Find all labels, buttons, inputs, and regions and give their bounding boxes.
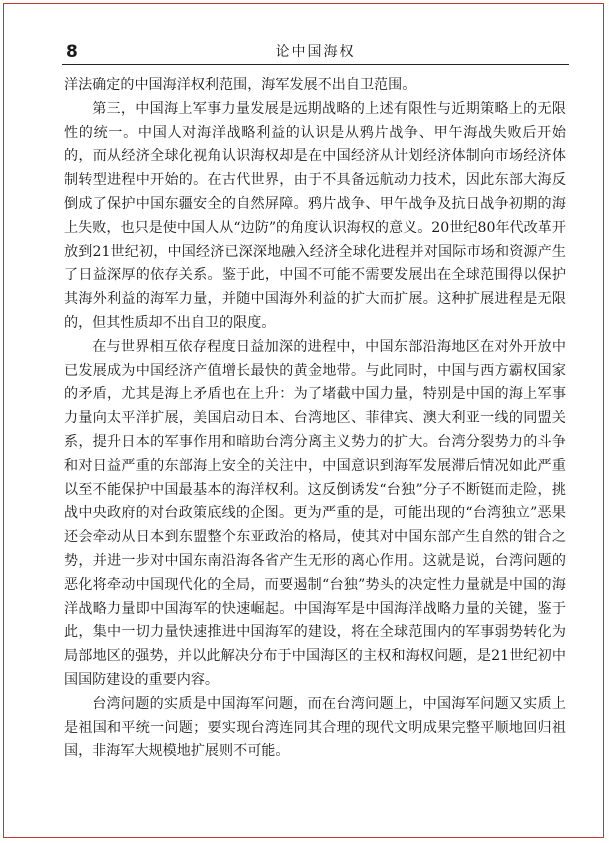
running-title: 论中国海权 xyxy=(275,44,356,60)
paragraph-continuation: 洋法确定的中国海洋权利范围，海军发展不出自卫范围。 xyxy=(64,77,417,93)
paragraph-taiwan-essence: 台湾问题的实质是中国海军问题，而在台湾问题上，中国海军问题又实质上是祖国和平统一问题；要实现台湾连同其合理的现代文明成果完整平顺地回归祖国，非海军大规模地扩展则不可能。 xyxy=(64,695,566,760)
paragraph-third-point: 第三，中国海上军事力量发展是远期战略的上述有限性与近期策略上的无限性的统一。中国人对海洋战略利益的认识是从鸦片战争、甲午海战失败后开始的，而从经济全球化视角认识海权却是在中国经济从计划经济体制向市场经济体制转型进程中开始的。在古代世界，由于不具备远航动力技术，因此东部大海反倒成了保护中国东疆安全的自然屏障。鸦片战争、甲午战争及抗日战争初期的海上失败，也只是使中国人从“边防”的角度认识海权的意义。20世纪80年代改革开放到21世纪初，中国经济已深深地融入经济全球化进程并对国际市场和资源产生了日益深厚的依存关系。鉴于此，中国不可能不需要发展出在全球范围得以保护其海外利益的海军力量，并随中国海外利益的扩大而扩展。这种扩展进程是无限的，但其性质却不出自卫的限度。 xyxy=(64,100,566,331)
paragraph-interdependence: 在与世界相互依存程度日益加深的进程中，中国东部沿海地区在对外开放中已发展成为中国经济产值增长最快的黄金地带。与此同时，中国与西方霸权国家的矛盾，尤其是海上矛盾也在上升：为了堵截中国力量，特别是中国的海上军事力量向太平洋扩展，美国启动日本、台湾地区、菲律宾、澳大利亚一线的同盟关系，提升日本的军事作用和暗助台湾分离主义势力的扩大。台湾分裂势力的斗争和对日益严重的东部海上安全的关注中，中国意识到海军发展滞后情况如此严重以至不能保护中国最基本的海洋权利。这反倒诱发“台独”分子不断铤而走险，挑战中央政府的对台政策底线的企图。更为严重的是，可能出现的“台湾独立”恶果还会牵动从日本到东盟整个东亚政治的格局，使其对中国东部产生自然的钳合之势，并进一步对中国东南沿海各省产生无形的离心作用。这就是说，台湾问题的恶化将牵动中国现代化的全局，而要遏制“台独”势头的决定性力量就是中国的海洋战略力量即中国海军的快速崛起。中国海军是中国海洋战略力量的关键，鉴于此，集中一切力量快速推进中国海军的建设，将在全球范围内的军事弱势转化为局部地区的强势，并以此解决分布于中国海区的主权和海权问题，是21世纪初中国国防建设的重要内容。 xyxy=(64,338,566,688)
page-header xyxy=(62,42,569,65)
page-number: 8 xyxy=(66,42,78,62)
body-text xyxy=(64,74,566,764)
